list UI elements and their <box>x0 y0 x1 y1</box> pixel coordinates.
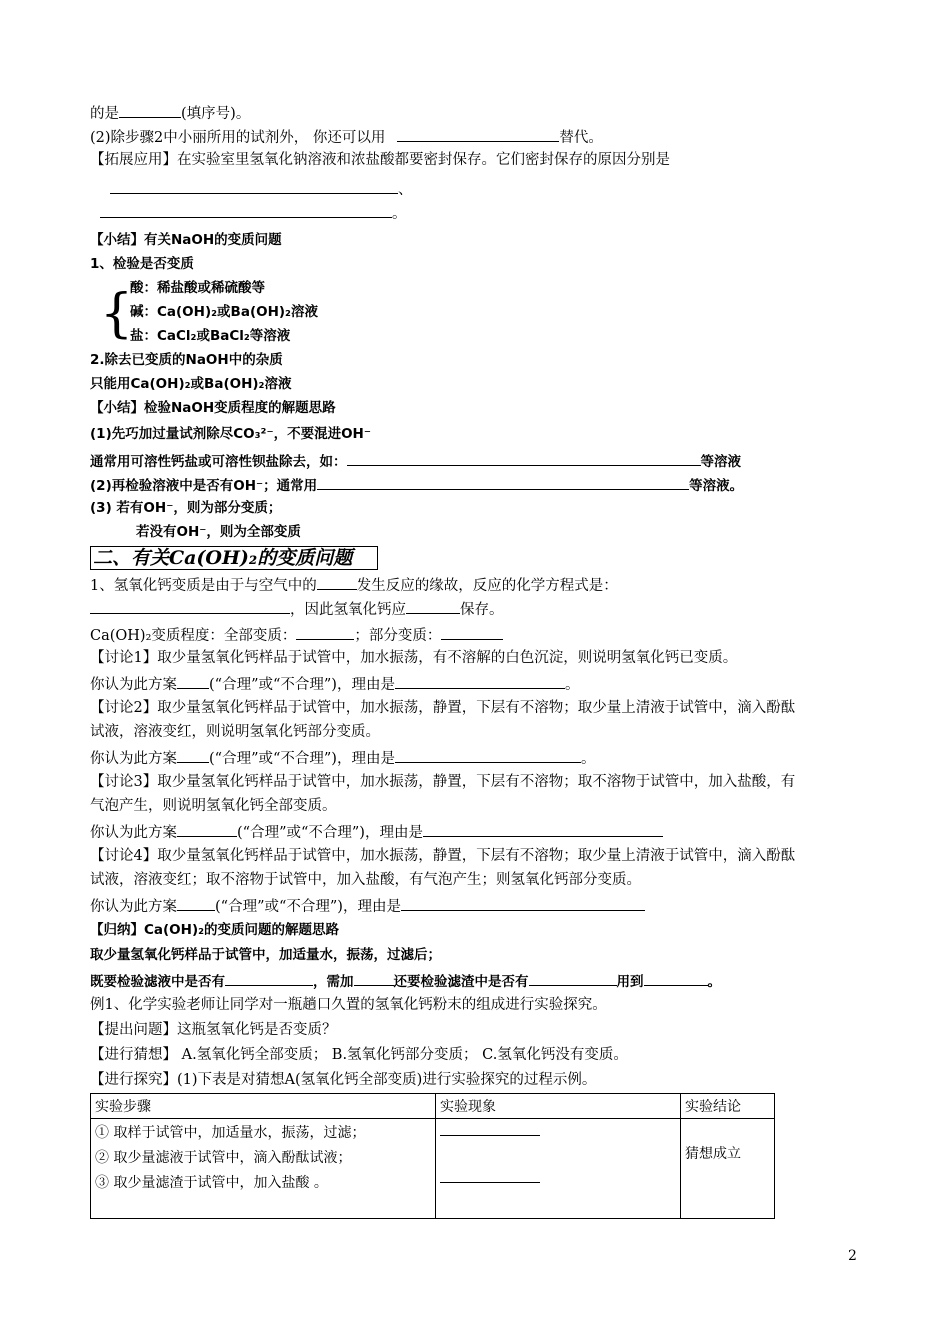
text-line: 【讨论3】取少量氢氧化钙样品于试管中，加水振荡，静置，下层有不溶物；取不溶物于试管中，加入盐酸，有 <box>90 774 796 790</box>
experiment-table <box>90 1093 775 1219</box>
text-line: (3) 若有OH⁻，则为部分变质； <box>90 500 282 516</box>
table-cell-conclusion: 猜想成立 <box>681 1119 775 1219</box>
table-cell-steps <box>91 1119 436 1219</box>
blank-line <box>440 1121 540 1136</box>
text-line: 取少量氢氧化钙样品于试管中，加适量水，振荡，过滤后； <box>90 947 441 963</box>
text-line: 2.除去已变质的NaOH中的杂质 <box>90 352 283 368</box>
text-line: 试液，溶液变红；取不溶物于试管中，加入盐酸，有气泡产生；则氢氧化钙部分变质。 <box>90 872 641 888</box>
text-line: (1)先巧加过量试剂除尽CO₃²⁻，不要混进OH⁻ <box>90 426 371 442</box>
summary-heading: 【归纳】Ca(OH)₂的变质问题的解题思路 <box>90 922 340 938</box>
table-step: ③ 取少量滤渣于试管中，加入盐酸 。 <box>95 1175 328 1191</box>
text-line: 通常用可溶性钙盐或可溶性钡盐除去，如： 等溶液 <box>90 450 741 472</box>
text-line: 【讨论2】取少量氢氧化钙样品于试管中，加水振荡，静置，下层有不溶物；取少量上清液于试管中，滴入酚酞 <box>90 700 796 716</box>
text-line: 你认为此方案 (“合理”或“不合理”)，理由是 <box>90 821 663 843</box>
text-line: (2)除步骤2中小丽所用的试剂外， 你还可以用 替代。 <box>90 126 603 148</box>
text-line: 碱：Ca(OH)₂或Ba(OH)₂溶液 <box>130 304 318 320</box>
section-title: 二、有关Ca(OH)₂的变质问题 <box>90 546 378 570</box>
table-cell-observations <box>436 1119 681 1219</box>
text-line: 盐：CaCl₂或BaCl₂等溶液 <box>130 328 291 344</box>
table-header: 实验步骤 <box>91 1094 436 1119</box>
text-line: Ca(OH)₂变质程度：全部变质： ；部分变质： <box>90 624 503 646</box>
blank-line: 。 <box>100 202 407 224</box>
summary-heading: 【小结】检验NaOH变质程度的解题思路 <box>90 400 336 416</box>
table-step: ② 取少量滤液于试管中，滴入酚酞试液； <box>95 1150 352 1166</box>
page-number: 2 <box>848 1248 857 1264</box>
text-line: ，因此氢氧化钙应 保存。 <box>90 598 504 620</box>
text-line: 【进行探究】(1)下表是对猜想A(氢氧化钙全部变质)进行实验探究的过程示例。 <box>90 1072 597 1088</box>
text-line: 你认为此方案 (“合理”或“不合理”)，理由是 <box>90 895 645 917</box>
text-line: 【进行猜想】 A.氢氧化钙全部变质； B.氢氧化钙部分变质； C.氢氧化钙没有变质。 <box>90 1047 628 1063</box>
text-line: 1、氢氧化钙变质是由于与空气中的 发生反应的缘故，反应的化学方程式是： <box>90 574 618 596</box>
blank-line: 、 <box>110 178 413 200</box>
text-line: 气泡产生，则说明氢氧化钙全部变质。 <box>90 798 337 814</box>
text-line: 你认为此方案 (“合理”或“不合理”)，理由是 。 <box>90 747 595 769</box>
blank-line <box>440 1168 540 1183</box>
text-line: 的是 (填序号)。 <box>90 102 250 124</box>
text-line: 你认为此方案 (“合理”或“不合理”)，理由是 。 <box>90 673 579 695</box>
brace: { <box>100 284 134 344</box>
text-line: 既要检验滤液中是否有 ，需加 还要检验滤渣中是否有 用到 。 <box>90 970 721 992</box>
table-header: 实验结论 <box>681 1094 775 1119</box>
text-line: 【提出问题】这瓶氢氧化钙是否变质？ <box>90 1022 337 1038</box>
text-line: 【讨论4】取少量氢氧化钙样品于试管中，加水振荡，静置，下层有不溶物；取少量上清液于试管中，滴入酚酞 <box>90 848 796 864</box>
text-line: 【讨论1】取少量氢氧化钙样品于试管中，加水振荡，有不溶解的白色沉淀，则说明氢氧化钙已变质。 <box>90 650 738 666</box>
text-line: 试液，溶液变红，则说明氢氧化钙部分变质。 <box>90 724 380 740</box>
text-line: 【拓展应用】在实验室里氢氧化钠溶液和浓盐酸都要密封保存。它们密封保存的原因分别是 <box>90 152 670 168</box>
text-line: 例1、化学实验老师让同学对一瓶趟口久置的氢氧化钙粉末的组成进行实验探究。 <box>90 997 607 1013</box>
table-step: ① 取样于试管中，加适量水，振荡，过滤； <box>95 1125 366 1141</box>
text-line: 酸：稀盐酸或稀硫酸等 <box>130 280 265 296</box>
table-header: 实验现象 <box>436 1094 681 1119</box>
summary-heading: 【小结】有关NaOH的变质问题 <box>90 232 282 248</box>
text-line: 1、检验是否变质 <box>90 256 194 272</box>
text-line: 若没有OH⁻，则为全部变质 <box>136 524 301 540</box>
text-line: (2)再检验溶液中是否有OH⁻；通常用 等溶液。 <box>90 474 743 496</box>
text-line: 只能用Ca(OH)₂或Ba(OH)₂溶液 <box>90 376 292 392</box>
